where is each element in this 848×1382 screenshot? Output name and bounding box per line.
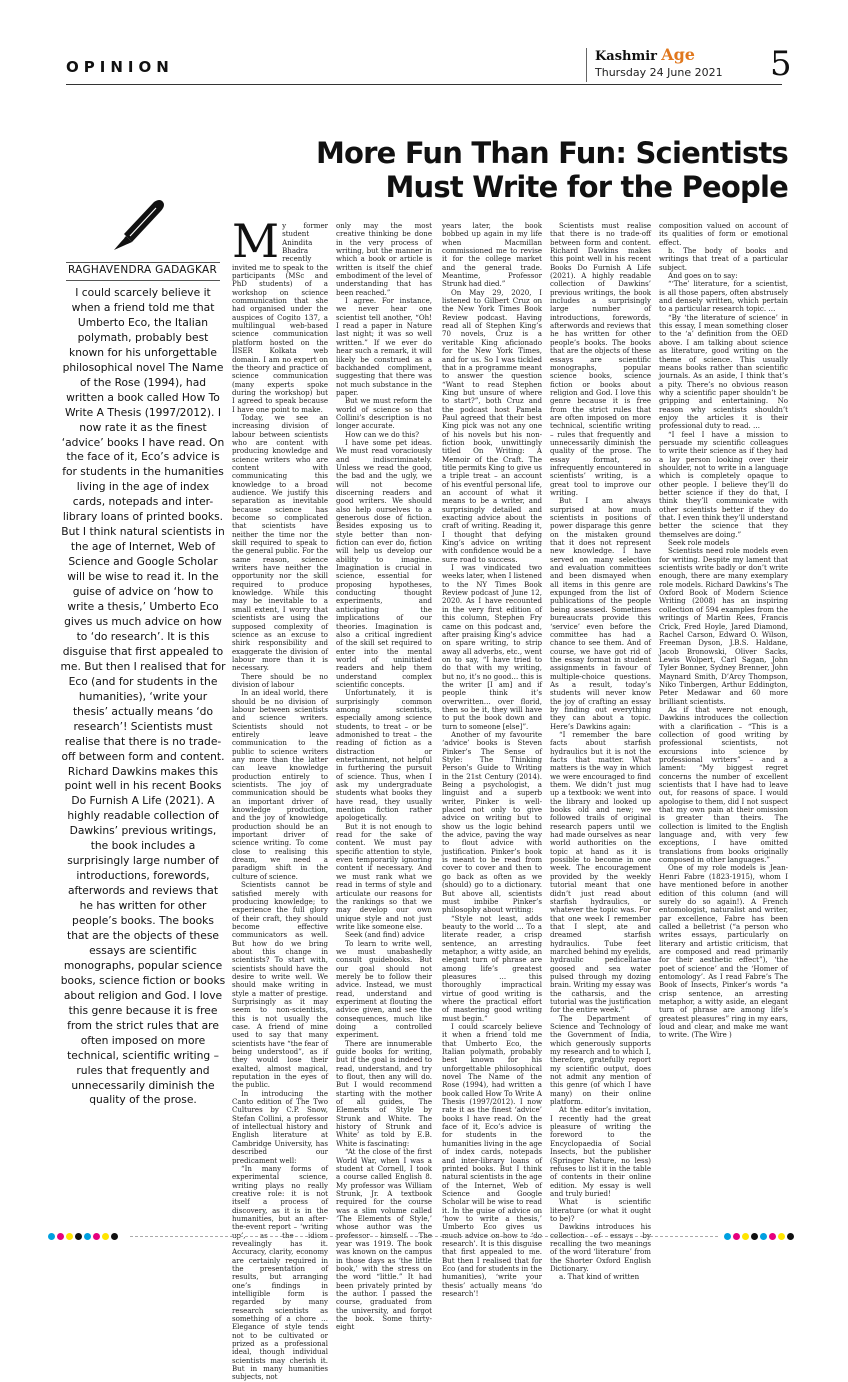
subheading: Seek (and find) advice <box>345 930 425 940</box>
paragraph: “I feel I have a mission to persuade my scientific colleagues to write their science as if they had a lay person looking over their shoulder, not to write in a language which is completely opaque to other people. I believe they’ll do better science if they do that, I think they’ll communicate with other scientists better if they do that. I even think they’ll understand better the science that they themselves are doing.” <box>659 429 789 539</box>
paragraph: I have some pet ideas. We must read voraciously and indiscriminately. Unless we read the good, the bad and the ugly, we will not become discerning readers and good writers. We should also help ourselves to a generous dose of fiction. Besides exposing us to style better than non-fiction can ever do, fiction will help us develop our ability to imagine. Imagination is crucial in science, essential for proposing hypotheses, conducting thought experiments, and anticipating the implications of our theories. Imagination is also a critical ingredient of the skill set required to enter into the mental world of uninitiated readers and help them understand complex scientific concepts. <box>336 437 432 689</box>
paragraph: Scientists need role models even for writing. Despite my lament that scientists write badly or don’t write enough, there are many exemplary role models. Richard Dawkins’s The Oxford Book of Modern Science Writing (2008) has an inspiring collection of 594 examples from the writings of Martin Rees, Francis Crick, Fred Hoyle, Jared Diamond, Rachel Carson, Edward O. Wilson, Freeman Dyson, J.B.S. Haldane, Jacob Bronowski, Oliver Sacks, Lewis Wolpert, Carl Sagan, John Tyler Bonner, Sydney Brenner, John Maynard Smith, D’Arcy Thompson, Niko Tinbergen, Arthur Eddington, Peter Medawar and 60 more brilliant scientists. <box>659 546 788 706</box>
paragraph: only may the most creative thinking be done in the very process of writing, but the manner in which a book or article is written is itself the chief embodiment of the level of understanding that has been reached.” <box>336 221 432 297</box>
paragraph: The Department of Science and Technology of the Government of India, which generously supports my research and to which I, therefore, gratefully report my scientific output, does not admit any mention of this genre (of which I have many) on their online platform. <box>550 1013 651 1107</box>
paragraph: Today, we see an increasing division of labour between scientists who are content with producing knowledge and science writers who are content with communicating this knowledge to a broad audience. We justify this separation as inevitable because science has become so complicated that scientists have neither the time nor the skill required to speak to the general public. For the same reason, science writers have neither the opportunity nor the skill required to produce knowledge. While this may be inevitable to a small extent, I worry that scientists are using the supposed complexity of science as an excuse to shirk responsibility and exaggerate the division of labour more than it is necessary. <box>232 412 328 673</box>
article-column-1 <box>232 214 328 1382</box>
paragraph: years later, the book bobbed up again in my life when Macmillan commissioned me to revise it for the college market and the general trade. Meantime, Professor Strunk had died.” <box>442 221 542 289</box>
headline-line-1: More Fun Than Fun: Scientists <box>315 136 788 170</box>
paragraph: y former student Anindita Bhadra recently invited me to speak to the participants (MSc and PhD students) of a workshop on science communication that she had organised under the auspices of Cogito 137, a multilingual web-based science communication platform hosted on the IISER Kolkata web domain. I am no expert on the theory and practice of science communication (many experts spoke during the workshop) but I agreed to speak because I have one point to make. <box>232 221 328 414</box>
paragraph: At the editor’s invitation, I recently had the great pleasure of writing the foreword to the Encyclopaedia of Social Insects, but the publisher (Springer Nature, no less) refuses to list it in the table of contents in their online edition. My essay is well and truly buried! <box>550 1105 651 1198</box>
paragraph: There should be no division of labour <box>232 671 328 689</box>
paragraph: There are innumerable guide books for writing, but if the goal is indeed to read, understand, and try to flout, then any will do. But I would recommend starting with the mother of all guides, The Elements of Style by Strunk and White. The history of Strunk and White’ as told by E.B. White is fascinating: <box>336 1038 432 1148</box>
subheading: What is scientific literature (or what it ought to be)? <box>550 1197 651 1223</box>
paragraph: composition valued on account of its qualities of form or emotional effect. <box>659 221 788 247</box>
paragraph: In introducing the Canto edition of The Two Cultures by C.P. Snow, Stefan Collini, a professor of intellectual history and English literature at Cambridge University, has described our predicament well: <box>232 1088 328 1165</box>
paragraph: Scientists must realise that there is no trade-off between form and content. Richard Dawkins makes this point well in his recent Books Do Furnish A Life (2021). A highly readable collection of Dawkins’ previous writings, the book includes a surprisingly large number of introductions, forewords, afterwords and reviews that he has written for other people’s books. The books that are the objects of these essays are scientific monographs, popular science books, science fiction or books about religion and God. I love this genre because it is free from the strict rules that are often imposed on more technical, scientific writing – rules that frequently and unnecessarily diminish the quality of the prose. The essay format, so infrequently encountered in scientists’ writing, is a great tool to improve our writing. <box>550 221 651 497</box>
paragraph: “By ‘the literature of science’ in this essay, I mean something closer to the ‘a’ definition from the OED above. I am talking about science as literature, good writing on the theme of science. This usually means books rather than scientific journals. As an aside, I think that’s a pity. There’s no obvious reason why a scientific paper shouldn’t be gripping and entertaining. No reason why scientists shouldn’t enjoy the articles it is their professional duty to read. … <box>659 312 788 431</box>
paragraph: Dawkins introduces his collection of essays by recalling the two meanings of the word ‘literature’ from the Shorter Oxford English Dictionary. <box>550 1222 651 1273</box>
paragraph: To learn to write well, we must unabashedly consult guidebooks. But our goal should not merely be to follow their advice. Instead, we must read, understand and experiment at flouting the advice given, and see the consequences, much like doing a controlled experiment. <box>336 938 432 1040</box>
paragraph: a. That kind of written <box>559 1272 640 1282</box>
paragraph: And goes on to say: <box>668 271 738 281</box>
article-column-5 <box>659 222 788 1182</box>
byline-rule-top <box>66 262 220 263</box>
paragraph: On May 29, 2020, I listened to Gilbert Cruz on the New York Times Book Review podcast. Having read all of Stephen King’s 70 novels, Cruz is a veritable King aficionado for the New York Times, and for us. So I was tickled that in a programme meant to answer the question “Want to read Stephen King but unsure of where to start?”, both Cruz and the podcast host Pamela Paul agreed that their best King pick was not any one of his novels but his non-fiction book, unwittingly titled On Writing: A Memoir of the Craft. The title permits King to give us a triple treat – an account of his eventful personal life, an account of what it means to be a writer, and surprisingly detailed and exacting advice about the craft of writing. Reading it, I thought that defying King’s advice on writing with confidence would be a sure road to success. <box>442 287 542 564</box>
subheading: Seek role models <box>668 538 730 548</box>
registration-marks-right <box>724 1232 794 1240</box>
fountain-pen-icon <box>108 196 166 252</box>
paragraph: But I am always surprised at how much scientists in positions of power disparage this genre on the mistaken ground that it does not represent new knowledge. I have served on many selection and evaluation committees and been dismayed when all items in this genre are expunged from the list of publications of the people being assessed. Sometimes bureaucrats provide this ‘service’ even before the committee has had a chance to see them. And of course, we have got rid of the essay format in student assignments in favour of multiple-choice questions. As a result, today’s students will never know the joy of crafting an essay by finding out everything they can about a topic. Here’s Dawkins again: <box>550 496 651 731</box>
paragraph: As if that were not enough, Dawkins introduces the collection with a clarification – “This is a collection of good writing by professional scientists, not excursions into science by professional writers” – and a lament: “My biggest regret concerns the number of excellent scientists that I have had to leave out, for reasons of space. I would apologise to them, did I not suspect that my own pain at their omission is greater than theirs. The collection is limited to the English language and, with very few exceptions, I have omitted translations from books originally composed in other languages.” <box>659 704 788 865</box>
paragraph: One of my role models is Jean-Henri Fabre (1823-1915), whom I have mentioned before in another edition of this column (and will surely do so again!). A French entomologist, naturalist and writer, par excellence, Fabre has been called a belletrist (“a person who writes essays, particularly on literary and artistic criticism, that are composed and read primarily for their aesthetic effect”), ‘the poet of science’ and the ‘Homer of entomology’. As I read Fabre’s The Book of Insects, Pinker’s words “a crisp sentence, an arresting metaphor, a witty aside, an elegant turn of phrase are among life’s greatest pleasures” ring in my ears, loud and clear, and make me want to write. (The Wire ) <box>659 863 788 1040</box>
headline <box>236 136 788 204</box>
masthead-age: Age <box>661 45 695 64</box>
byline-rule-bottom <box>66 280 220 281</box>
masthead-brand: Kashmir <box>595 49 658 64</box>
paragraph: I agree. For instance, we never hear one scientist tell another, “Oh! I read a paper in Nature last night; it was so well written.” If we ever do hear such a remark, it will likely be construed as a backhanded compliment, suggesting that there was not much substance in the paper. <box>336 296 432 397</box>
paragraph: But it is not enough to read for the sake of content. We must pay specific attention to style, even temporarily ignoring content if necessary. And we must rank what we read in terms of style and articulate our reasons for the rankings so that we may develop our own unique style and not just write like someone else. <box>336 821 432 931</box>
registration-marks-left <box>48 1232 118 1240</box>
paragraph: “‘The’ literature, for a scientist, is all those papers, often abstrusely and densely written, which pertain to a particular research topic. … <box>659 279 788 314</box>
paragraph: “At the close of the first World War, when I was a student at Cornell, I took a course called English 8. My professor was William Strunk, Jr. A textbook required for the course was a slim volume called ‘The Elements of Style,’ whose author was the professor himself. The year was 1919. The book was known on the campus in those days as ‘the little book,’ with the stress on the word “little.” It had been privately printed by the author. I passed the course, graduated from the university, and forgot the book. Some thirty-eight <box>336 1147 432 1332</box>
paragraph: Unfortunately, it is surprisingly common among scientists, especially among science students, to treat – or be admonished to treat – the reading of fiction as a distraction or entertainment, not helpful in furthering the pursuit of science. Thus, when I ask my undergraduate students what books they have read, they usually mention fiction rather apologetically. <box>336 688 432 823</box>
paragraph: “In many forms of experimental science, writing plays no really creative role: it is not itself a process of discovery, as it is in the humanities, but an after-the-event report – ‘writing up’, as the idiom revealingly has it. Accuracy, clarity, economy are certainly required in the presentation of results, but arranging one’s findings in intelligible form is regarded by many research scientists as something of a chore … Elegance of style tends not to be cultivated or prized as a professional ideal, though individual scientists may cherish it. But in many humanities subjects, not <box>232 1163 328 1382</box>
paragraph: I was vindicated two weeks later, when I listened to the NY Times Book Review podcast of June 12, 2020. As I have recounted in the very first edition of this column, Stephen Fry came on this podcast and, after praising King’s advice on spare writing, to strip away all adverbs, etc., went on to say, “I have tried to do that with my writing, but no, it’s no good… this is the writer [I am] and if people think it’s overwritten… over florid, then so be it, they will have to put the book down and turn to someone [else]”. <box>442 563 542 731</box>
paragraph: But we must reform the world of science so that Collini’s description is no longer accurate. <box>336 396 432 431</box>
crop-line <box>130 1236 718 1237</box>
masthead-logo <box>595 45 726 64</box>
paragraph: In an ideal world, there should be no division of labour between scientists and science writers. Scientists should not entirely leave communication to the public to science writers any more than the latter can leave knowledge production entirely to scientists. The joy of communication should be an important driver of knowledge production, and the joy of knowledge production should be an important driver of science writing. To come close to realising this dream, we need a paradigm shift in the culture of science. <box>232 688 328 881</box>
paragraph: I could scarcely believe it when a friend told me that Umberto Eco, the Italian polymath, probably best known for his unforgettable philosophical novel The Name of the Rose (1994), had written a book called How To Write A Thesis (1997/2012). I now rate it as the finest ‘advice’ books I have read. On the face of it, Eco’s advice is for students in the humanities living in the age of index cards, notepads and inter-library loans of printed books. But I think natural scientists in the age of the Internet, Web of Science and Google Scholar will be wise to read it. In the guise of advice on ‘how to write a thesis,’ Umberto Eco gives us much advice on how to ‘do research’. It is this disguise that first appealed to me. But then I realised that for Eco (and for students in the humanities), ‘write your thesis’ actually means ‘do research’! <box>442 1022 542 1298</box>
section-label: OPINION <box>66 58 174 76</box>
drop-cap: M <box>232 214 280 268</box>
article-column-3 <box>442 221 542 1298</box>
paragraph: Another of my favourite ‘advice’ books is Steven Pinker’s The Sense of Style: The Thinking Person’s Guide to Writing in the 21st Century (2014). Being a psychologist, a linguist and a superb writer, Pinker is well-placed not only to give advice on writing but to show us the logic behind the advice, paving the way to flout advice with justification. Pinker’s book is meant to be read from cover to cover and then to go back as often as we (should) go to a dictionary. But above all, scientists must imbibe Pinker’s philosophy about writing: <box>442 729 542 915</box>
header-divider <box>66 84 782 85</box>
author-byline: RAGHAVENDRA GADAGKAR <box>68 264 218 276</box>
page-header <box>0 0 848 100</box>
article-column-4 <box>550 221 651 1282</box>
article-column-2 <box>336 221 432 1332</box>
headline-line-2: Must Write for the People <box>385 170 788 204</box>
paragraph: “I remember the bare facts about starfish hydraulics but it is not the facts that matter. What matters is the way in which we were encouraged to find them. We didn’t just mug up a textbook: we went into the library and looked up books old and new; we followed trails of original research papers until we had made ourselves as near world authorities on the topic at hand as it is possible to become in one week. The encouragement provided by the weekly tutorial meant that one didn’t just read about starfish hydraulics, or whatever the topic was. For that one week I remember that I slept, ate and dreamed starfish hydraulics. Tube feet marched behind my eyelids, hydraulic pedicellariae goosed and sea water pulsed through my dozing brain. Writing my essay was the catharsis, and the tutorial was the justification for the entire week.” <box>550 729 651 1015</box>
issue-date: Thursday 24 June 2021 <box>595 66 723 79</box>
paragraph: How can we do this? <box>345 429 420 439</box>
pull-quote: I could scarcely believe it when a friend told me that Umberto Eco, the Italian polymath, probably best known for his unforgettable philosophical novel The Name of the Rose (1994), had written a book called How To Write A Thesis (1997/2012). I now rate it as the finest ‘advice’ books I have read. On the face of it, Eco’s advice is for students in the humanities living in the age of index cards, notepads and inter-library loans of printed books. But I think natural scientists in the age of Internet, Web of Science and Google Scholar will be wise to read it. In the guise of advice on ‘how to write a thesis,’ Umberto Eco gives us much advice on how to ‘do research’. It is this disguise that first appealed to me. But then I realised that for Eco (and for students in the humanities), ‘write your thesis’ actually means ‘do research’! Scientists must realise that there is no trade-off between form and content. Richard Dawkins makes this point well in his recent Books Do Furnish A Life (2021). A highly readable collection of Dawkins’ previous writings, the book includes a surprisingly large number of introductions, forewords, afterwords and reviews that he has written for other people’s books. The books that are the objects of these essays are scientific monographs, popular science books, science fiction or books about religion and God. I love this genre because it is free from the strict rules that are often imposed on more technical, scientific writing – rules that frequently and unnecessarily diminish the quality of the prose. <box>60 286 226 1107</box>
paragraph: b. The body of books and writings that treat of a particular subject. <box>659 246 788 272</box>
page-number: 5 <box>770 44 792 84</box>
masthead <box>586 45 726 82</box>
paragraph: Scientists cannot be satisfied merely with producing knowledge; to experience the full glory of their craft, they should become effective communicators as well. But how do we bring about this change in scientists? To start with, scientists should have the desire to write well. We should make writing in style a matter of prestige. Surprisingly as it may seem to non-scientists, this is not usually the case. A friend of mine used to say that many scientists have “the fear of being understood”, as if they would lose their exalted, almost magical, reputation in the eyes of the public. <box>232 880 328 1090</box>
paragraph: “Style not least, adds beauty to the world … To a literate reader, a crisp sentence, an arresting metaphor, a witty aside, an elegant turn of phrase are among life’s greatest pleasures … this thoroughly impractical virtue of good writing is where the practical effort of mastering good writing must begin.” <box>442 913 542 1023</box>
